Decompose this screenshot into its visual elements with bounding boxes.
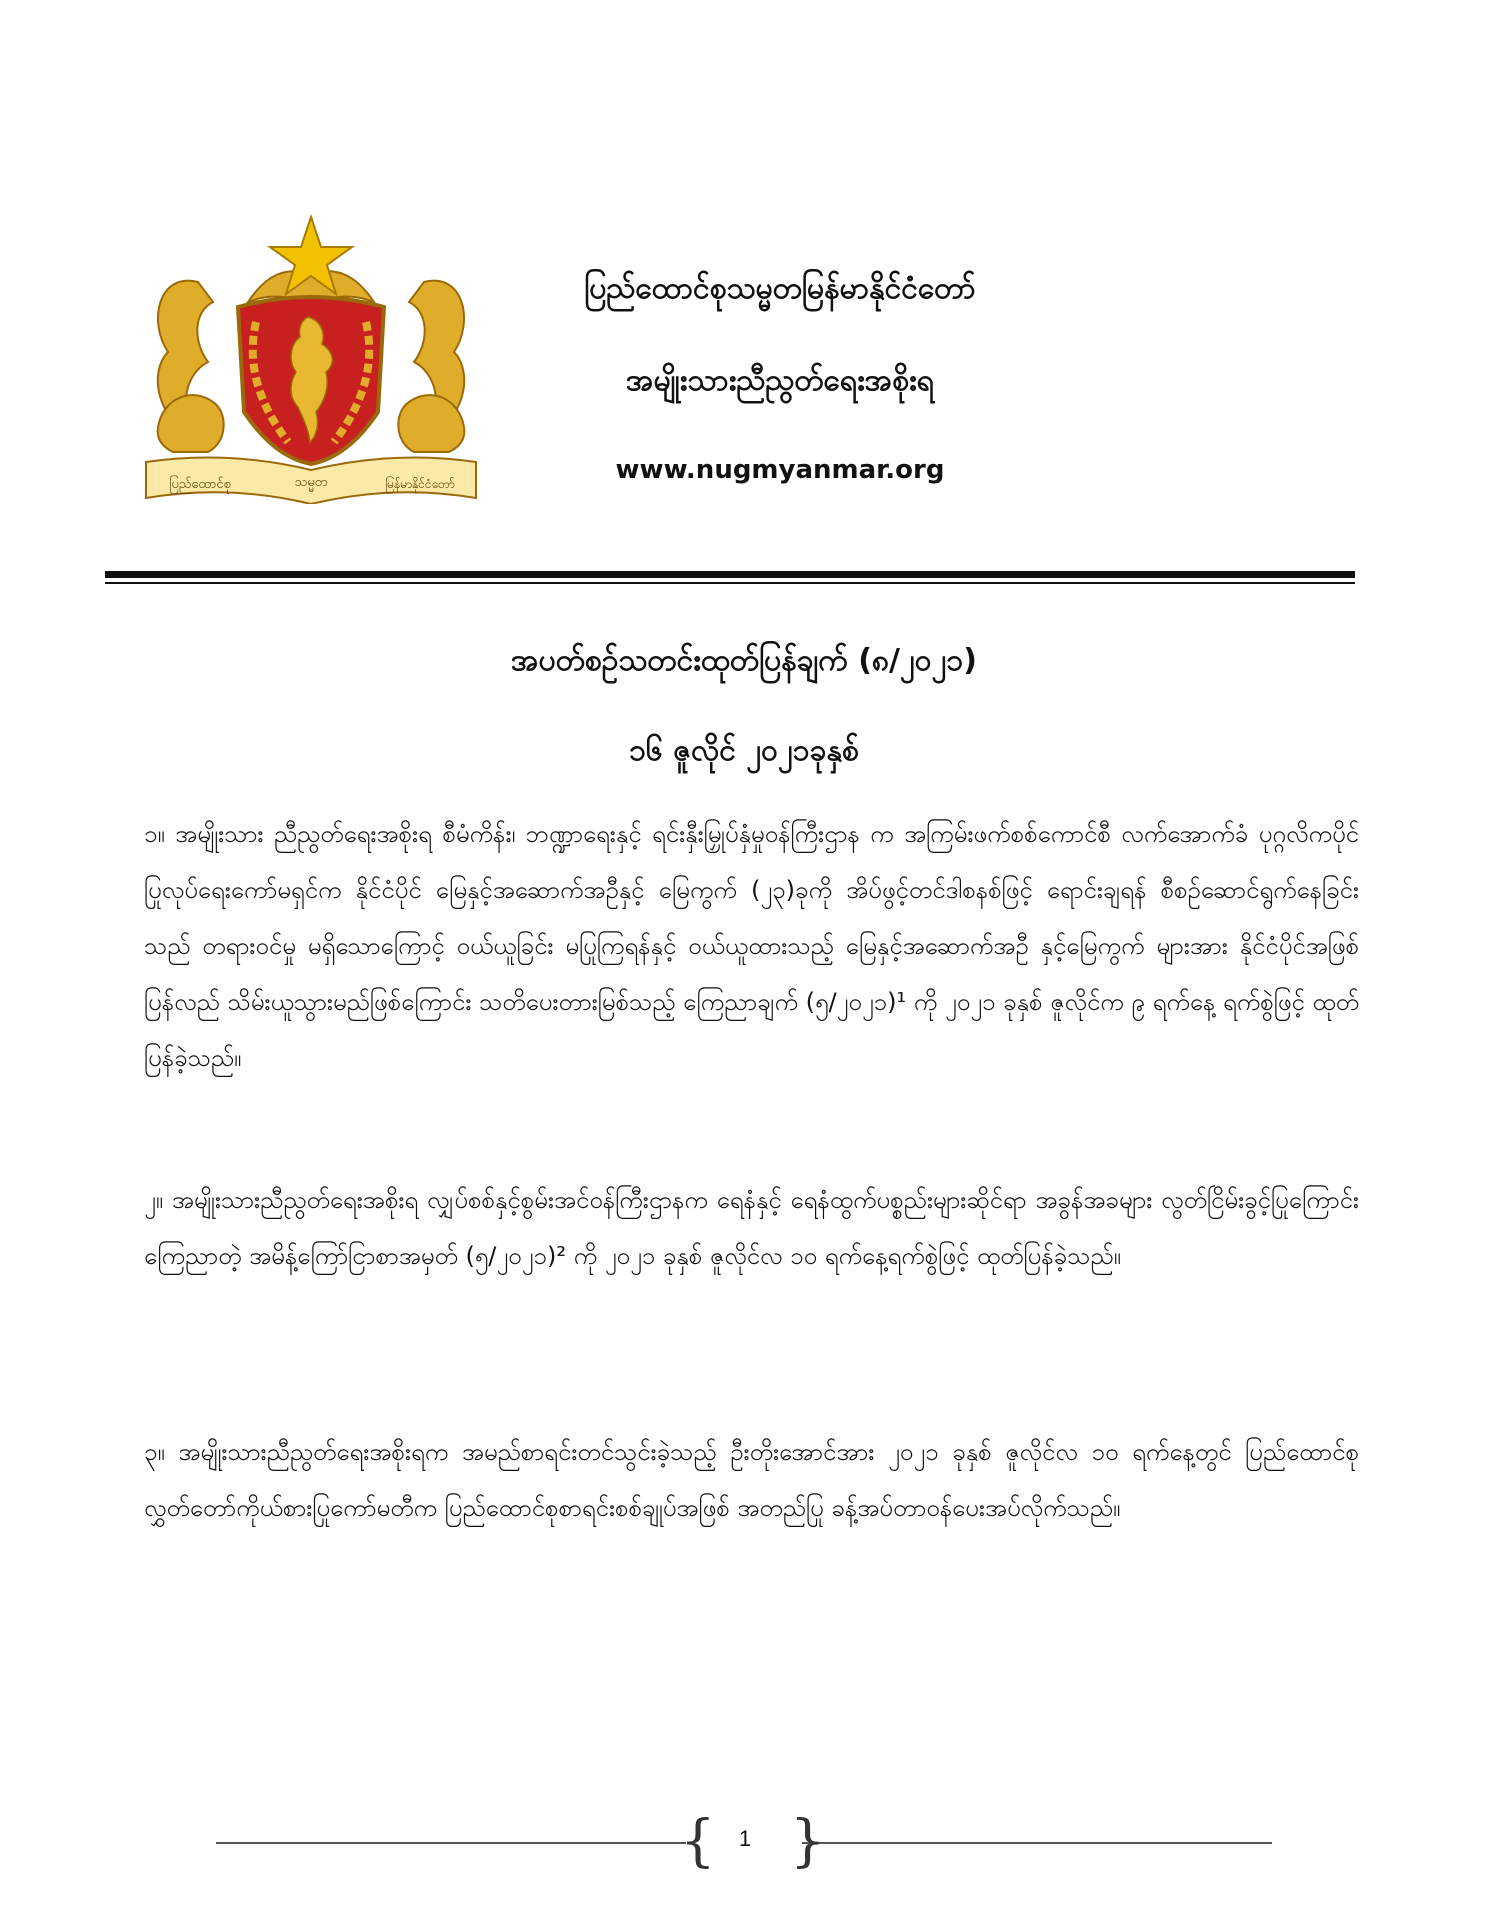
seal-ribbon-right: မြန်မာနိုင်ငံတော် xyxy=(385,477,455,491)
website-link[interactable]: www.nugmyanmar.org xyxy=(615,455,945,485)
header-divider-thick xyxy=(105,571,1355,578)
paragraph-1: ၁။ အမျိုးသား ညီညွတ်ရေးအစိုးရ စီမံကိန်း၊ ဘဏ္ဍာရေးနှင့် ရင်းနှီးမြှုပ်နှံမှုဝန်ကြီးဌာန က အကြမ်းဖက်စစ်ကောင်စီ လက်အောက်ခံ ပုဂ္ဂလိကပိုင်ပြုလုပ်ရေးကော်မရှင်က နိုင်ငံပိုင် မြေနှင့်အဆောက်အဦနှင့် မြေကွက် (၂၃)ခုကို အိပ်ဖွင့်တင်ဒါစနစ်ဖြင့် ရောင်းချရန် စီစဉ်ဆောင်ရွက်နေခြင်းသည် တရားဝင်မှု မရှိသောကြောင့် ဝယ်ယူခြင်း မပြုကြရန်နှင့် ဝယ်ယူထားသည့် မြေနှင့်အဆောက်အဦ နှင့်မြေကွက် များအား နိုင်ငံပိုင်အဖြစ် ပြန်လည် သိမ်းယူသွားမည်ဖြစ်ကြောင်း သတိပေးတားမြစ်သည့် ကြေညာချက် (၅/၂၀၂၁)¹ ကို ၂၀၂၁ ခုနှစ် ဇူလိုင်က ၉ ရက်နေ့ ရက်စွဲဖြင့် ထုတ်ပြန်ခဲ့သည်။ xyxy=(144,820,1359,1072)
header-divider-thin xyxy=(105,582,1355,584)
footer-line-left xyxy=(216,1842,686,1844)
seal-ribbon-center: သမ္မတ xyxy=(294,475,328,490)
footer-line-right xyxy=(802,1842,1272,1844)
document-date: ၁၆ ဇူလိုင် ၂၀၂၁ခုနှစ် xyxy=(629,733,859,768)
page-number: 1 xyxy=(738,1826,752,1851)
paragraph-2: ၂။ အမျိုးသားညီညွတ်ရေးအစိုးရ လျှပ်စစ်နှင့်စွမ်းအင်ဝန်ကြီးဌာနက ရေနံနှင့် ရေနံထွက်ပစ္စည်းများဆိုင်ရာ အခွန်အခများ လွတ်ငြိမ်းခွင့်ပြုကြောင်း ကြေညာတဲ့ အမိန့်ကြော်ငြာစာအမှတ် (၅/၂၀၂၁)² ကို ၂၀၂၁ ခုနှစ် ဇူလိုင်လ ၁၀ ရက်နေ့ရက်စွဲဖြင့် ထုတ်ပြန်ခဲ့သည်။ xyxy=(144,1186,1359,1270)
org-line-government: အမျိုးသားညီညွတ်ရေးအစိုးရ xyxy=(626,363,934,398)
footer-bracket-left-icon: { xyxy=(680,1809,716,1874)
seal-ribbon-left: ပြည်ထောင်စု xyxy=(169,477,231,492)
org-line-country: ပြည်ထောင်စုသမ္မတမြန်မာနိုင်ငံတော် xyxy=(584,271,976,306)
paragraph-3: ၃။ အမျိုးသားညီညွတ်ရေးအစိုးရက အမည်စာရင်းတင်သွင်းခဲ့သည့် ဦးတိုးအောင်အား ၂၀၂၁ ခုနှစ် ဇူလိုင်လ ၁၀ ရက်နေ့တွင် ပြည်ထောင်စုလွှတ်တော်ကိုယ်စားပြုကော်မတီက ပြည်ထောင်စုစာရင်းစစ်ချုပ်အဖြစ် အတည်ပြု ခန့်အပ်တာဝန်ပေးအပ်လိုက်သည်။ xyxy=(144,1438,1359,1522)
document-title: အပတ်စဉ်သတင်းထုတ်ပြန်ချက် (၈/၂၀၂၁) xyxy=(511,643,977,678)
footer-bracket-right-icon: } xyxy=(790,1809,826,1874)
